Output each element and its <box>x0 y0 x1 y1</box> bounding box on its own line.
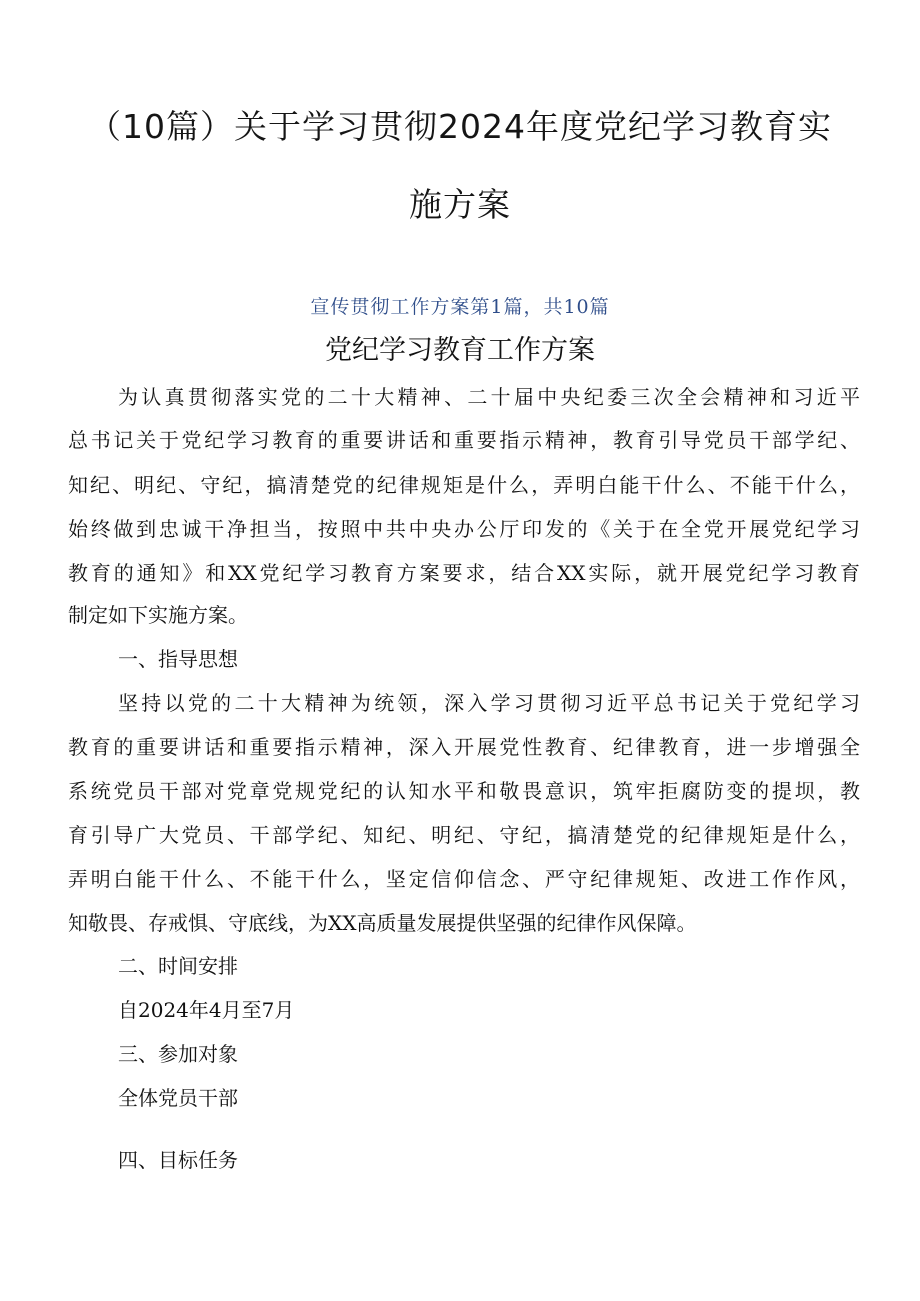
document-title-line-1: （10篇）关于学习贯彻2024年度党纪学习教育实 <box>88 107 832 146</box>
paragraph-1-line-4: 始终做到忠诚干净担当，按照中共中央办公厅印发的《关于在全党开展党纪学习 <box>68 517 860 541</box>
paragraph-2-line-6: 知敬畏、存戒惧、守底线，为XX高质量发展提供坚强的纪律作风保障。 <box>68 911 697 935</box>
heading-goals-tasks: 四、目标任务 <box>118 1148 238 1172</box>
series-subtitle: 宣传贯彻工作方案第1篇，共10篇 <box>310 296 610 318</box>
paragraph-1-line-6: 制定如下实施方案。 <box>68 603 248 627</box>
paragraph-2-line-3: 系统党员干部对党章党规党纪的认知水平和敬畏意识，筑牢拒腐防变的提坝，教 <box>68 779 860 803</box>
section-title: 党纪学习教育工作方案 <box>325 335 595 366</box>
paragraph-1-line-1: 为认真贯彻落实党的二十大精神、二十届中央纪委三次全会精神和习近平 <box>118 385 860 409</box>
paragraph-2-line-1: 坚持以党的二十大精神为统领，深入学习贯彻习近平总书记关于党纪学习 <box>118 691 860 715</box>
paragraph-1-line-5: 教育的通知》和XX党纪学习教育方案要求，结合XX实际，就开展党纪学习教育 <box>68 561 860 585</box>
participants-text: 全体党员干部 <box>118 1086 238 1110</box>
paragraph-2-line-4: 育引导广大党员、干部学纪、知纪、明纪、守纪，搞清楚党的纪律规矩是什么， <box>68 823 860 847</box>
paragraph-1-line-3: 知纪、明纪、守纪，搞清楚党的纪律规矩是什么，弄明白能干什么、不能干什么， <box>68 473 860 497</box>
time-schedule-text: 自2024年4月至7月 <box>118 998 295 1022</box>
heading-participants: 三、参加对象 <box>118 1042 238 1066</box>
heading-time-schedule: 二、时间安排 <box>118 954 238 978</box>
heading-guiding-thought: 一、指导思想 <box>118 647 238 671</box>
paragraph-2-line-2: 教育的重要讲话和重要指示精神，深入开展党性教育、纪律教育，进一步增强全 <box>68 735 860 759</box>
document-title-line-2: 施方案 <box>409 185 511 224</box>
paragraph-2-line-5: 弄明白能干什么、不能干什么，坚定信仰信念、严守纪律规矩、改进工作作风， <box>68 867 860 891</box>
paragraph-1-line-2: 总书记关于党纪学习教育的重要讲话和重要指示精神，教育引导党员干部学纪、 <box>68 428 860 452</box>
